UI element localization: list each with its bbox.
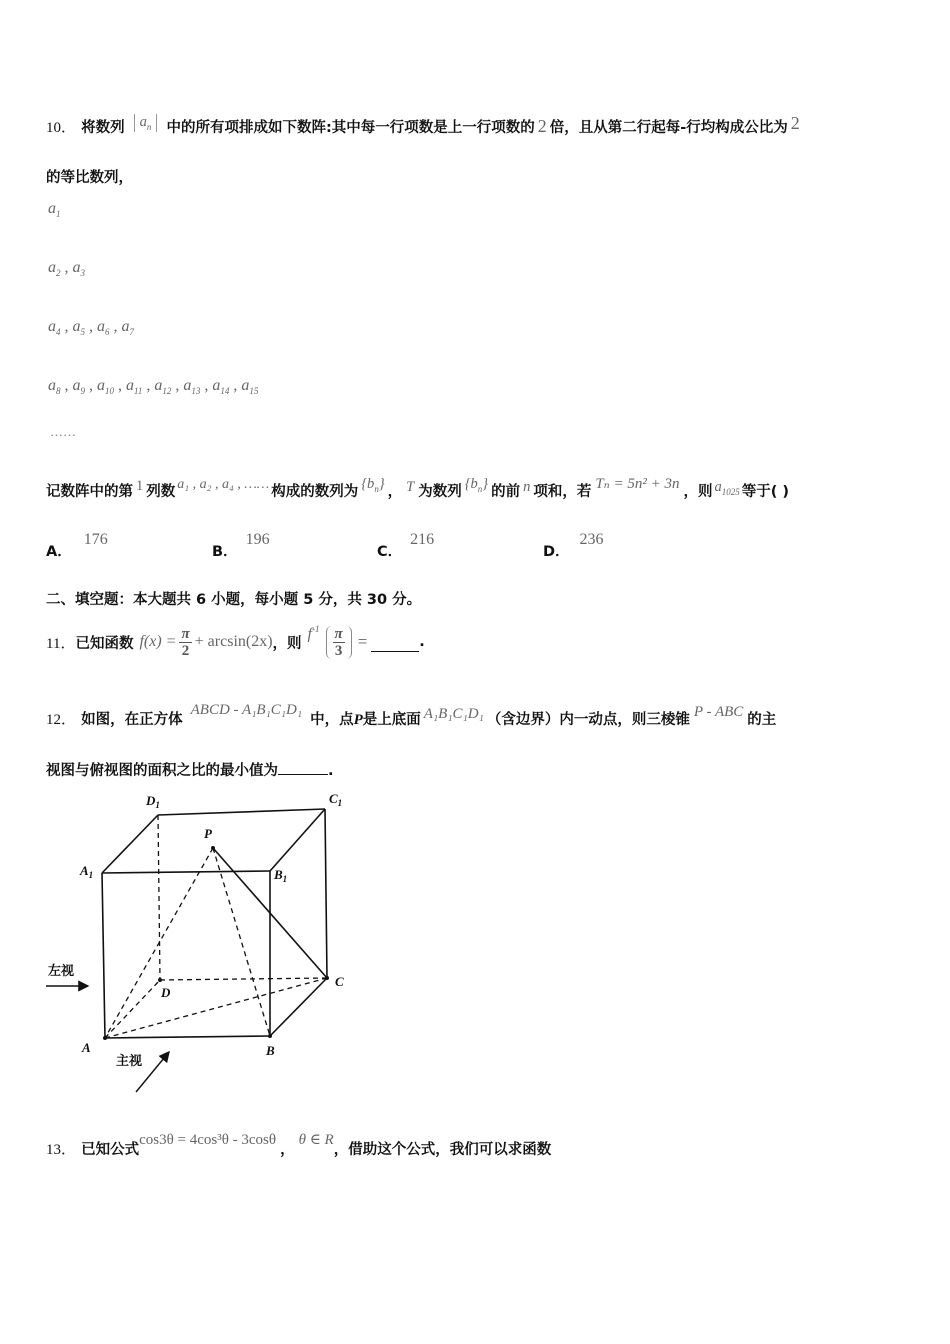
q10-col-terms: a₁ , a₂ , a₄ , …… [177, 477, 270, 492]
q12-pyramid: P - ABC [693, 704, 744, 720]
q12-text-2: 中，点 [310, 712, 354, 728]
q12-P: P [353, 712, 363, 728]
q10-text-2: 中的所有项排成如下数阵:其中每一行项数是上一行项数的 [166, 120, 535, 136]
cube-dashed-edges [105, 815, 327, 1038]
q10-s4: 为数列 [418, 484, 462, 500]
q13-text-1: 已知公式 [81, 1142, 140, 1158]
array-term: $a_8$ [48, 377, 61, 397]
edge-B1C1 [270, 809, 325, 871]
q10-T: T [406, 479, 415, 495]
label-main-view: 主视 [116, 1054, 143, 1069]
q11-text-2: ，则 [272, 635, 302, 652]
label-left-view: 左视 [48, 964, 75, 979]
label-D: D [161, 985, 171, 1000]
q10-s1: 记数阵中的第 [46, 484, 133, 500]
edge-D1D [158, 815, 160, 980]
q10-line2: 的等比数列， [46, 170, 133, 186]
edge-DC [160, 978, 327, 980]
q12-answer-blank[interactable] [278, 758, 328, 775]
edge-C1C [325, 809, 327, 978]
q10-s8: 等于( ) [741, 484, 790, 500]
array-term: $a_{14}$ [212, 377, 230, 397]
q10-text-3: 倍，且从第二行起每-行均构成公比为 [549, 120, 788, 136]
q10-two-b: 2 [790, 113, 800, 133]
q12-line1 [46, 702, 777, 729]
cube-figure [40, 785, 370, 1105]
q12-line2 [46, 758, 334, 780]
q10-row-4: $a_8$ , $a_9$ , $a_{10}$ , $a_{11}$ , $a_{12}$ , $a_{13}$ , $a_{14}$ , $a_{15}$ [48, 377, 259, 397]
cube-solid-edges [102, 809, 327, 1038]
q12-line2-text: 视图与俯视图的面积之比的最小值为 [46, 763, 278, 779]
q10-s2: 列数 [146, 484, 176, 500]
q10-text-1: 将数列 [81, 120, 125, 136]
q10-formula: Tₙ = 5n² + 3n [595, 476, 680, 492]
q10-line3 [46, 476, 790, 502]
q11-f-inverse: $f^{-1}$ [307, 624, 320, 643]
label-A: A [82, 1040, 91, 1055]
array-term: $a_{15}$ [241, 377, 259, 397]
array-term: $a_2$ [48, 259, 61, 279]
q10-row-3: $a_4$ , $a_5$ , $a_6$ , $a_7$ [48, 318, 134, 338]
q10-line1 [46, 113, 800, 138]
q10-comma: ， [387, 484, 403, 500]
q12-face: A₁B₁C₁D₁ [423, 706, 484, 722]
q10-option-b[interactable]: B．196 [212, 531, 270, 560]
label-D1: $D_1$ [146, 793, 160, 810]
q11-fx: f(x) = [139, 633, 177, 650]
q11-arcsin: + arcsin(2x) [194, 633, 273, 650]
array-term: $a_{12}$ [154, 377, 172, 397]
q10-row-1 [48, 200, 61, 219]
label-B1: $B_1$ [274, 867, 288, 884]
array-term: $a_{13}$ [183, 377, 201, 397]
q10-option-a[interactable]: A．176 [46, 531, 108, 560]
array-term: $a_{11}$ [126, 377, 143, 397]
q10-ellipsis: …… [50, 424, 76, 439]
edge-BC [270, 978, 327, 1036]
q12-text-1: 如图，在正方体 [81, 712, 183, 728]
q13-text-3: ，借助这个公式，我们可以求函数 [333, 1142, 552, 1158]
q12-text-4: （含边界）内一动点，则三棱锥 [486, 712, 690, 728]
q11-number: 11． [46, 635, 76, 652]
section-2-heading: 二、填空题：本大题共 6 小题，每小题 5 分，共 30 分。 [46, 592, 422, 608]
q10-s3: 构成的数列为 [271, 484, 359, 500]
label-A1: $A_1$ [80, 863, 94, 880]
q11-fraction-pi-3: $\frac{\pi}{3}$ [334, 625, 343, 659]
q12-text-3: 是上底面 [362, 712, 421, 728]
q11-paren [326, 626, 352, 659]
edge-PB [213, 848, 270, 1036]
array-term: $a_4$ [48, 318, 61, 338]
edge-AB [105, 1036, 270, 1038]
q11-answer-blank[interactable] [371, 633, 419, 652]
q10-s7: ，则 [683, 484, 713, 500]
q13-line [46, 1132, 552, 1159]
q10-option-d[interactable]: D．236 [543, 531, 604, 560]
array-term: $a_6$ [97, 318, 110, 338]
q12-text-5: 的主 [747, 712, 777, 728]
q10-row-2: $a_2$ , $a_3$ [48, 259, 85, 279]
array-term: $a_1$ [48, 200, 61, 220]
q11-end: . [419, 634, 425, 650]
label-P: P [204, 826, 212, 841]
q12-end: . [328, 763, 334, 779]
array-term: $a_7$ [121, 318, 134, 338]
q11-fraction-pi-2: $\frac{\pi}{2}$ [181, 625, 190, 659]
edge-PA [105, 848, 213, 1038]
label-C: C [335, 974, 344, 989]
array-term: $a_3$ [72, 259, 85, 279]
q13-number: 13． [46, 1142, 77, 1158]
edge-AC [105, 978, 327, 1038]
edge-A1B1 [102, 871, 270, 873]
array-term: $a_{10}$ [97, 377, 114, 397]
label-B: B [266, 1043, 275, 1058]
q12-number: 12． [46, 712, 77, 728]
q10-bn-1: $\{b_n\}$ [361, 476, 385, 494]
q13-formula: cos3θ = 4cos³θ - 3cosθ [139, 1132, 277, 1148]
q10-s6: 项和，若 [533, 484, 592, 500]
q13-domain: θ ∈ R [298, 1132, 334, 1148]
q10-two-a: 2 [537, 116, 547, 136]
q10-n: n [523, 479, 531, 495]
q11-equals: = [357, 632, 368, 651]
label-C1: $C_1$ [329, 791, 343, 808]
q11-line [46, 620, 425, 664]
edge-D1C1 [158, 809, 325, 815]
q10-one: 1 [136, 478, 144, 494]
array-term: $a_5$ [72, 318, 85, 338]
array-term: $a_9$ [72, 377, 85, 397]
q10-a1025: $a_{1025}$ [714, 479, 740, 497]
q10-option-c[interactable]: C．216 [377, 531, 435, 560]
q12-cube: ABCD - A₁B₁C₁D₁ [190, 702, 303, 718]
q13-text-2: ， [280, 1142, 295, 1158]
q10-s5: 的前 [491, 484, 521, 500]
q11-text-1: 已知函数 [75, 635, 134, 652]
q10-seq-an: $a_n$ [134, 114, 158, 132]
edge-A1A [102, 873, 105, 1038]
edge-A1D1 [102, 815, 158, 873]
q10-bn-2: $\{b_n\}$ [464, 476, 489, 494]
q10-number: 10． [46, 120, 77, 136]
